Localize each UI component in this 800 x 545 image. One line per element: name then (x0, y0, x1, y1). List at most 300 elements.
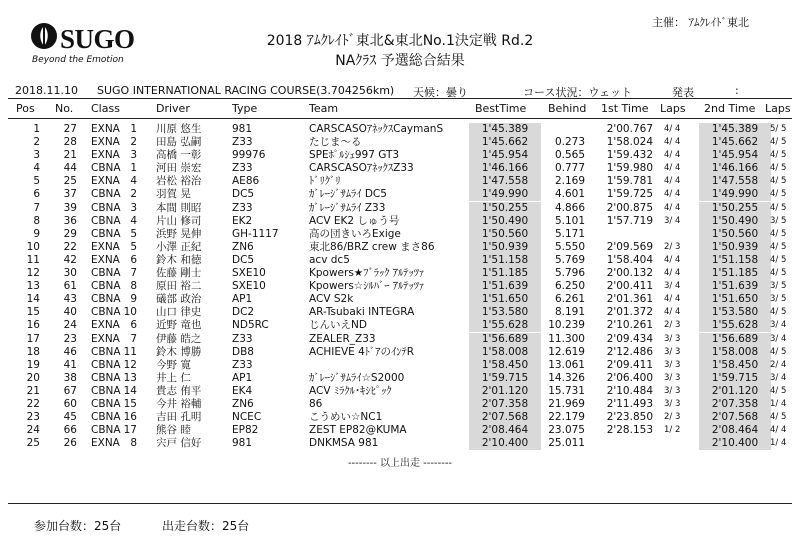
cell-laps-2: 3/ 4 (770, 333, 787, 344)
cell-team: AR-Tsubaki INTEGRA (309, 306, 415, 319)
cell-second-time: 1'50.490 (699, 215, 771, 228)
cell-type: 99976 (232, 149, 266, 162)
session-title: NAｸﾗｽ 予選総合結果 (335, 53, 465, 69)
course-name: SUGO INTERNATIONAL RACING COURSE(3.704256km) (97, 84, 395, 97)
cell-first-time: 2'28.153 (606, 424, 653, 437)
cell-class-pos: 15 (123, 397, 137, 410)
cell-laps-1: 4/ 4 (664, 176, 681, 187)
cell-driver: 山口 律史 (156, 306, 202, 319)
cell-laps-1: 3/ 3 (664, 385, 681, 396)
cell-first-time: 2'00.767 (606, 123, 653, 135)
cell-type: DC5 (232, 253, 255, 266)
cell-best-time: 1'50.560 (469, 228, 541, 241)
cell-team: ﾄﾞﾘｸﾞﾘ (309, 175, 341, 188)
cell-second-time: 2'10.400 (699, 437, 771, 450)
cell-class-pos: 8 (130, 280, 137, 293)
cell-team: acv dc5 (309, 253, 350, 266)
cell-no: 44 (63, 162, 77, 175)
header-type: Type (232, 102, 258, 115)
cell-driver: 宍戸 信好 (156, 437, 202, 450)
header-pos: Pos (16, 102, 35, 115)
cell-first-time: 2'12.486 (606, 345, 653, 358)
cell-type: DC2 (232, 306, 255, 319)
cell-type: ZN6 (232, 397, 254, 410)
cell-behind: 25.011 (548, 437, 585, 450)
cell-type: SXE10 (232, 267, 266, 280)
header-team: Team (309, 102, 339, 115)
table-row (0, 175, 800, 188)
cell-laps-2: 4/ 5 (770, 241, 787, 252)
cell-first-time: 2'10.261 (606, 319, 653, 332)
cell-pos: 21 (26, 384, 40, 397)
table-row (0, 267, 800, 280)
cell-second-time: 1'49.990 (699, 188, 771, 201)
cell-first-time: 2'06.400 (606, 371, 653, 384)
cell-team: 東北86/BRZ crew まさ86 (309, 240, 435, 253)
cell-second-time: 1'53.580 (699, 306, 771, 319)
cell-team: DNKMSA 981 (309, 437, 379, 450)
cell-behind: 5.101 (554, 214, 585, 227)
cell-first-time: 1'59.432 (606, 149, 653, 162)
cell-second-time: 1'47.558 (699, 175, 771, 188)
table-row (0, 202, 800, 215)
cell-no: 28 (63, 136, 77, 149)
cell-pos: 17 (26, 332, 40, 345)
cell-laps-2: 1/ 4 (770, 398, 787, 409)
cell-pos: 1 (33, 123, 40, 135)
table-row (0, 280, 800, 293)
cell-behind: 0.565 (554, 149, 585, 162)
cell-class-pos: 12 (123, 358, 137, 371)
event-title: 2018 ｱﾑｸﾚｲﾄﾞ東北&東北No.1決定戦 Rd.2 (266, 33, 534, 49)
cell-laps-1: 3/ 4 (664, 281, 681, 292)
weather: 天候：曇り (413, 86, 468, 99)
cell-pos: 5 (33, 175, 40, 188)
cell-second-time: 2'01.120 (699, 385, 771, 398)
cell-class: EXNA (91, 319, 120, 332)
header-best-time: BestTime (475, 102, 527, 115)
cell-second-time: 1'50.560 (699, 228, 771, 241)
cell-type: NCEC (232, 411, 262, 424)
cell-second-time: 1'55.628 (699, 319, 771, 332)
cell-second-time: 2'07.568 (699, 411, 771, 424)
cell-type: AE86 (232, 175, 260, 188)
header-first-time: 1st Time (601, 102, 649, 115)
cell-behind: 13.061 (548, 358, 585, 371)
cell-first-time: 1'59.980 (606, 162, 653, 175)
cell-laps-2: 4/ 5 (770, 189, 787, 200)
cell-class: EXNA (91, 240, 120, 253)
cell-second-time: 1'45.954 (699, 149, 771, 162)
cell-class-pos: 2 (130, 136, 137, 149)
cell-driver: 近野 竜也 (156, 319, 202, 332)
cell-laps-2: 4/ 5 (770, 176, 787, 187)
cell-pos: 2 (33, 136, 40, 149)
table-row (0, 254, 800, 267)
cell-driver: 吉田 孔明 (156, 411, 202, 424)
cell-class: EXNA (91, 123, 120, 135)
table-row (0, 123, 800, 136)
cell-no: 38 (63, 371, 77, 384)
cell-best-time: 2'01.120 (469, 385, 541, 398)
cell-pos: 11 (26, 253, 40, 266)
cell-laps-2: 4/ 5 (770, 307, 787, 318)
cell-driver: 片山 修司 (156, 214, 202, 227)
cell-driver: 浜野 晃伸 (156, 227, 202, 240)
cell-no: 23 (63, 332, 77, 345)
cell-type: EK2 (232, 214, 253, 227)
cell-class-pos: 2 (130, 188, 137, 201)
cell-laps-2: 3/ 4 (770, 320, 787, 331)
cell-laps-1: 3/ 3 (664, 398, 681, 409)
cell-second-time: 1'58.008 (699, 346, 771, 359)
cell-best-time: 1'45.389 (469, 123, 541, 136)
cell-second-time: 1'45.662 (699, 136, 771, 149)
header-laps-1: Laps (660, 102, 686, 115)
cell-type: Z33 (232, 201, 253, 214)
cell-class: CBNA (91, 358, 121, 371)
cell-driver: 伊藤 皓之 (156, 332, 202, 345)
cell-team: ｶﾞﾚｰｼﾞｻﾑﾗｲ☆S2000 (309, 371, 405, 384)
cell-laps-1: 4/ 4 (664, 307, 681, 318)
date: 2018.11.10 (15, 84, 78, 97)
cell-no: 24 (63, 319, 77, 332)
cell-second-time: 1'50.939 (699, 241, 771, 254)
table-row (0, 333, 800, 346)
cell-laps-1: 3/ 3 (664, 372, 681, 383)
table-row (0, 437, 800, 450)
cell-pos: 23 (26, 411, 40, 424)
cell-laps-1: 3/ 3 (664, 359, 681, 370)
table-row (0, 241, 800, 254)
cell-type: SXE10 (232, 280, 266, 293)
cell-team: ZEST EP82@KUMA (309, 424, 407, 437)
cell-second-time: 1'59.715 (699, 372, 771, 385)
cell-class: CBNA (91, 345, 121, 358)
announce-time: : (735, 84, 739, 97)
cell-best-time: 1'51.639 (469, 280, 541, 293)
cell-driver: 岩松 裕治 (156, 175, 202, 188)
cell-no: 60 (63, 397, 77, 410)
cell-laps-2: 4/ 5 (770, 202, 787, 213)
cell-class-pos: 1 (130, 123, 137, 135)
cell-no: 29 (63, 227, 77, 240)
cell-driver: 井上 仁 (156, 371, 191, 384)
cell-pos: 4 (33, 162, 40, 175)
cell-laps-2: 4/ 5 (770, 346, 787, 357)
cell-class-pos: 5 (130, 240, 137, 253)
header-behind: Behind (548, 102, 587, 115)
cell-behind: 8.191 (554, 306, 585, 319)
cell-best-time: 1'51.650 (469, 293, 541, 306)
cell-class-pos: 6 (130, 253, 137, 266)
cell-first-time: 2'09.434 (606, 332, 653, 345)
cell-laps-1: 4/ 4 (664, 254, 681, 265)
cell-team: ACV S2k (309, 293, 354, 306)
table-row (0, 306, 800, 319)
cell-driver: 鈴木 博勝 (156, 345, 202, 358)
cell-no: 66 (63, 424, 77, 437)
cell-best-time: 1'45.954 (469, 149, 541, 162)
cell-best-time: 1'55.628 (469, 319, 541, 332)
cell-first-time: 1'58.404 (606, 253, 653, 266)
table-row (0, 136, 800, 149)
cell-type: DB8 (232, 345, 254, 358)
cell-type: Z33 (232, 136, 253, 149)
cell-pos: 25 (26, 437, 40, 450)
cell-behind: 10.239 (548, 319, 585, 332)
cell-best-time: 1'45.662 (469, 136, 541, 149)
cell-pos: 19 (26, 358, 40, 371)
cell-laps-1: 4/ 4 (664, 163, 681, 174)
cell-class-pos: 13 (123, 371, 137, 384)
cell-class-pos: 16 (123, 411, 137, 424)
cell-laps-2: 3/ 5 (770, 294, 787, 305)
cell-team: ACV EK2 しゅう号 (309, 214, 400, 227)
cell-team: CARSCASOｱﾈｯｸｽCaymanS (309, 123, 444, 135)
cell-laps-2: 4/ 5 (770, 412, 787, 423)
cell-driver: 佐藤 剛士 (156, 267, 202, 280)
table-row (0, 372, 800, 385)
cell-behind: 4.866 (554, 201, 585, 214)
cell-class-pos: 14 (123, 384, 137, 397)
cell-no: 30 (63, 267, 77, 280)
cell-type: EP82 (232, 424, 259, 437)
cell-no: 37 (63, 188, 77, 201)
cell-pos: 9 (33, 227, 40, 240)
cell-pos: 18 (26, 345, 40, 358)
cell-second-time: 1'51.158 (699, 254, 771, 267)
cell-best-time: 1'58.008 (469, 346, 541, 359)
cell-type: ZN6 (232, 240, 254, 253)
cell-class-pos: 1 (130, 162, 137, 175)
cell-team: 86 (309, 397, 323, 410)
cell-pos: 16 (26, 319, 40, 332)
table-row (0, 293, 800, 306)
cell-laps-2: 4/ 5 (770, 163, 787, 174)
cell-second-time: 2'07.358 (699, 398, 771, 411)
cell-second-time: 1'51.650 (699, 293, 771, 306)
table-row (0, 398, 800, 411)
cell-laps-1: 3/ 4 (664, 215, 681, 226)
cell-laps-2: 4/ 4 (770, 425, 787, 436)
cell-laps-1: 3/ 3 (664, 333, 681, 344)
cell-team: ACHIEVE 4ﾄﾞｱのｲﾝﾃR (309, 345, 415, 358)
cell-laps-1: 1/ 2 (664, 425, 681, 436)
header-driver: Driver (156, 102, 190, 115)
cell-driver: 鈴木 和徳 (156, 253, 202, 266)
announce-label: 発表 (672, 86, 694, 99)
cell-driver: 原田 裕二 (156, 280, 202, 293)
cell-laps-2: 4/ 5 (770, 150, 787, 161)
cell-laps-2: 1/ 4 (770, 438, 787, 449)
header-second-time: 2nd Time (704, 102, 756, 115)
cell-behind: 12.619 (548, 345, 585, 358)
cell-best-time: 1'56.689 (469, 333, 541, 346)
cell-type: ND5RC (232, 319, 269, 332)
cell-type: DC5 (232, 188, 255, 201)
cell-behind: 0.777 (554, 162, 585, 175)
cell-type: 981 (232, 123, 253, 135)
cell-pos: 12 (26, 267, 40, 280)
cell-behind: 5.769 (554, 253, 585, 266)
cell-laps-2: 4/ 5 (770, 137, 787, 148)
cell-second-time: 1'50.255 (699, 202, 771, 215)
header-top-rule (8, 98, 792, 99)
cell-best-time: 2'08.464 (469, 424, 541, 437)
cell-best-time: 1'46.166 (469, 162, 541, 175)
header-class: Class (91, 102, 120, 115)
cell-class: CBNA (91, 411, 121, 424)
cell-driver: 川原 悠生 (156, 123, 202, 135)
cell-first-time: 1'57.719 (606, 214, 653, 227)
cell-laps-1: 2/ 3 (664, 412, 681, 423)
cell-no: 21 (63, 149, 77, 162)
cell-class-pos: 3 (130, 149, 137, 162)
table-row (0, 319, 800, 332)
cell-no: 45 (63, 411, 77, 424)
cell-class: CBNA (91, 424, 121, 437)
cell-class-pos: 7 (130, 267, 137, 280)
cell-second-time: 1'45.389 (699, 123, 771, 136)
cell-class-pos: 10 (123, 306, 137, 319)
cell-class: CBNA (91, 306, 121, 319)
cell-first-time: 2'00.132 (606, 267, 653, 280)
cell-class: CBNA (91, 227, 121, 240)
cell-type: AP1 (232, 371, 253, 384)
table-row (0, 411, 800, 424)
end-marker: -------- 以上出走 -------- (347, 458, 453, 469)
cell-best-time: 1'51.185 (469, 267, 541, 280)
cell-pos: 20 (26, 371, 40, 384)
cell-laps-1: 2/ 3 (664, 241, 681, 252)
cell-class: CBNA (91, 384, 121, 397)
cell-team: ｶﾞﾚｰｼﾞｻﾑﾗｲ Z33 (309, 201, 386, 214)
cell-class: CBNA (91, 397, 121, 410)
cell-second-time: 1'51.185 (699, 267, 771, 280)
table-row (0, 149, 800, 162)
cell-laps-1: 2/ 3 (664, 320, 681, 331)
table-row (0, 215, 800, 228)
cell-driver: 高橋 一彰 (156, 149, 202, 162)
organizer: 主催： ｱﾑｸﾚｲﾄﾞ東北 (652, 16, 749, 29)
cell-laps-2: 5/ 5 (770, 124, 787, 134)
cell-best-time: 1'51.158 (469, 254, 541, 267)
cell-team: CARSCASOｱﾈｯｸｽZ33 (309, 162, 414, 175)
table-row (0, 385, 800, 398)
course-status: コース状況：ウェット (523, 86, 633, 99)
cell-first-time: 2'23.850 (606, 411, 653, 424)
cell-class: EXNA (91, 149, 120, 162)
cell-driver: 今井 裕輔 (156, 397, 202, 410)
cell-first-time: 2'11.493 (606, 397, 653, 410)
cell-first-time: 1'59.725 (606, 188, 653, 201)
cell-first-time: 1'59.781 (606, 175, 653, 188)
cell-class: EXNA (91, 253, 120, 266)
starters-count: 出走台数：25台 (162, 519, 250, 533)
cell-pos: 10 (26, 240, 40, 253)
cell-no: 40 (63, 306, 77, 319)
cell-driver: 礒部 政治 (156, 293, 202, 306)
cell-team: Kpowers☆ｼﾙﾊﾞｰ ｱﾙﾃｯﾂｧ (309, 280, 425, 293)
cell-class: CBNA (91, 267, 121, 280)
cell-type: Z33 (232, 162, 253, 175)
cell-laps-1: 4/ 4 (664, 189, 681, 200)
cell-class: EXNA (91, 175, 120, 188)
cell-behind: 0.273 (554, 136, 585, 149)
cell-laps-2: 2/ 4 (770, 359, 787, 370)
table-row (0, 424, 800, 437)
cell-class: EXNA (91, 136, 120, 149)
cell-behind: 11.300 (548, 332, 585, 345)
cell-first-time: 1'58.024 (606, 136, 653, 149)
header-no: No. (55, 102, 74, 115)
cell-class-pos: 6 (130, 319, 137, 332)
logo-wordmark: SUGO (60, 24, 135, 54)
cell-first-time: 2'10.484 (606, 384, 653, 397)
cell-class-pos: 17 (123, 424, 137, 437)
cell-pos: 6 (33, 188, 40, 201)
logo-tagline: Beyond the Emotion (32, 55, 124, 65)
cell-no: 46 (63, 345, 77, 358)
cell-pos: 3 (33, 149, 40, 162)
cell-laps-1: 4/ 4 (664, 137, 681, 148)
cell-driver: 小澤 正紀 (156, 240, 202, 253)
cell-behind: 6.250 (554, 280, 585, 293)
cell-laps-2: 3/ 5 (770, 281, 787, 292)
cell-behind: 2.169 (554, 175, 585, 188)
cell-pos: 15 (26, 306, 40, 319)
cell-laps-1: 4/ 4 (664, 294, 681, 305)
cell-laps-1: 4/ 4 (664, 268, 681, 279)
cell-pos: 22 (26, 397, 40, 410)
cell-class-pos: 5 (130, 227, 137, 240)
cell-first-time: 2'00.875 (606, 201, 653, 214)
cell-first-time: 2'09.411 (606, 358, 653, 371)
cell-first-time: 2'00.411 (606, 280, 653, 293)
cell-behind: 21.969 (548, 397, 585, 410)
cell-behind: 14.326 (548, 371, 585, 384)
cell-class-pos: 4 (130, 175, 137, 188)
cell-no: 39 (63, 201, 77, 214)
cell-no: 36 (63, 214, 77, 227)
cell-best-time: 1'50.939 (469, 241, 541, 254)
table-row (0, 359, 800, 372)
cell-no: 25 (63, 175, 77, 188)
cell-best-time: 1'58.450 (469, 359, 541, 372)
header-bottom-rule (8, 118, 792, 119)
cell-best-time: 2'07.358 (469, 398, 541, 411)
cell-no: 41 (63, 358, 77, 371)
cell-laps-2: 3/ 5 (770, 215, 787, 226)
cell-class-pos: 9 (130, 293, 137, 306)
cell-behind: 5.550 (554, 240, 585, 253)
cell-pos: 7 (33, 201, 40, 214)
cell-class: EXNA (91, 437, 120, 450)
cell-best-time: 1'50.490 (469, 215, 541, 228)
cell-class-pos: 8 (130, 437, 137, 450)
cell-best-time: 1'49.990 (469, 188, 541, 201)
cell-best-time: 1'47.558 (469, 175, 541, 188)
cell-best-time: 1'59.715 (469, 372, 541, 385)
cell-driver: 熊谷 睦 (156, 424, 191, 437)
cell-class: CBNA (91, 371, 121, 384)
cell-best-time: 1'53.580 (469, 306, 541, 319)
cell-no: 61 (63, 280, 77, 293)
cell-class: CBNA (91, 188, 121, 201)
cell-driver: 本間 則昭 (156, 201, 202, 214)
cell-behind: 5.171 (554, 227, 585, 240)
